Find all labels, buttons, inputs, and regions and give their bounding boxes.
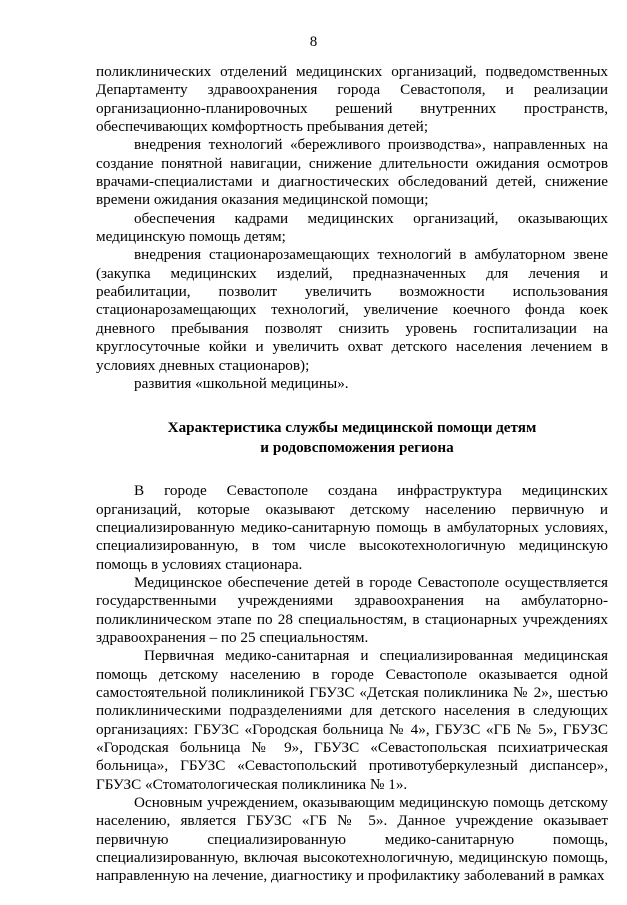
list-paragraph-staffing: обеспечения кадрами медицинских организаций, оказывающих медицинскую помощь детям; bbox=[96, 209, 608, 246]
list-paragraph-hospital-replacement: внедрения стационарозамещающих технологий в амбулаторном звене (закупка медицинских изделий, предназначенных для лечения и реабилитации, позволит увеличить возможности использования стационарозамещающих технологий, увеличение коечного фонда коек дневного пребывания позволят снизить уровень госпитализации на круглосуточные койки и увеличить охват детского населения лечением в условиях дневных стационаров); bbox=[96, 246, 608, 374]
page-number: 8 bbox=[309, 34, 318, 50]
section-heading-line-2: и родовспоможения региона bbox=[260, 439, 454, 457]
body-paragraph-infrastructure: В городе Севастополе создана инфраструктура медицинских организаций, которые оказывают детскому населению первичную и специализированную медико-санитарную помощь в амбулаторных условиях, специализированную, в том числе высокотехнологичную медицинскую помощь в условиях стационара. bbox=[96, 482, 608, 573]
body-paragraph-primary-care: Первичная медико-санитарная и специализированная медицинская помощь детскому населению в городе Севастополе оказывается одной самостоятельной поликлиникой ГБУЗС «Детская поликлиника № 2», шестью поликлиническими подразделениями для детского населения в следующих организациях: ГБУЗС «Городская больница № 4», ГБУЗС «ГБ № 5», ГБУЗС «Городская больница № 9», ГБУЗС «Севастопольская психиатрическая больница», ГБУЗС «Севастопольский противотуберкулезный диспансер», ГБУЗС «Стоматологическая поликлиника № 1». bbox=[96, 647, 608, 793]
section-heading-line-1: Характеристика службы медицинской помощи детям bbox=[167, 419, 537, 437]
body-paragraph-main-institution: Основным учреждением, оказывающим медицинскую помощь детскому населению, является ГБУЗС «ГБ № 5». Данное учреждение оказывает первичную специализированную медико-санитарную помощь, специализированную, включая высокотехнологичную, медицинскую помощь, направленную на лечение, диагностику и профилактику заболеваний в рамках bbox=[96, 794, 608, 885]
document-body bbox=[96, 63, 608, 886]
body-paragraph-medical-support: Медицинское обеспечение детей в городе Севастополе осуществляется государственными учреждениями здравоохранения на амбулаторно-поликлиническом этапе по 28 специальностям, в стационарных учреждениях здравоохранения – по 25 специальностям. bbox=[96, 573, 608, 646]
list-paragraph-school-medicine: развития «школьной медицины». bbox=[134, 374, 349, 392]
list-paragraph-continuation: поликлинических отделений медицинских организаций, подведомственных Департаменту здравоохранения города Севастополя, и реализации организационно-планировочных решений внутренних пространств, обеспечивающих комфортность пребывания детей; bbox=[96, 63, 608, 136]
section-heading bbox=[96, 418, 608, 458]
list-paragraph-lean-technologies: внедрения технологий «бережливого производства», направленных на создание понятной навигации, снижение длительности ожидания осмотров врачами-специалистами и диагностических обследований детей, снижение времени ожидания оказания медицинской помощи; bbox=[96, 136, 608, 209]
